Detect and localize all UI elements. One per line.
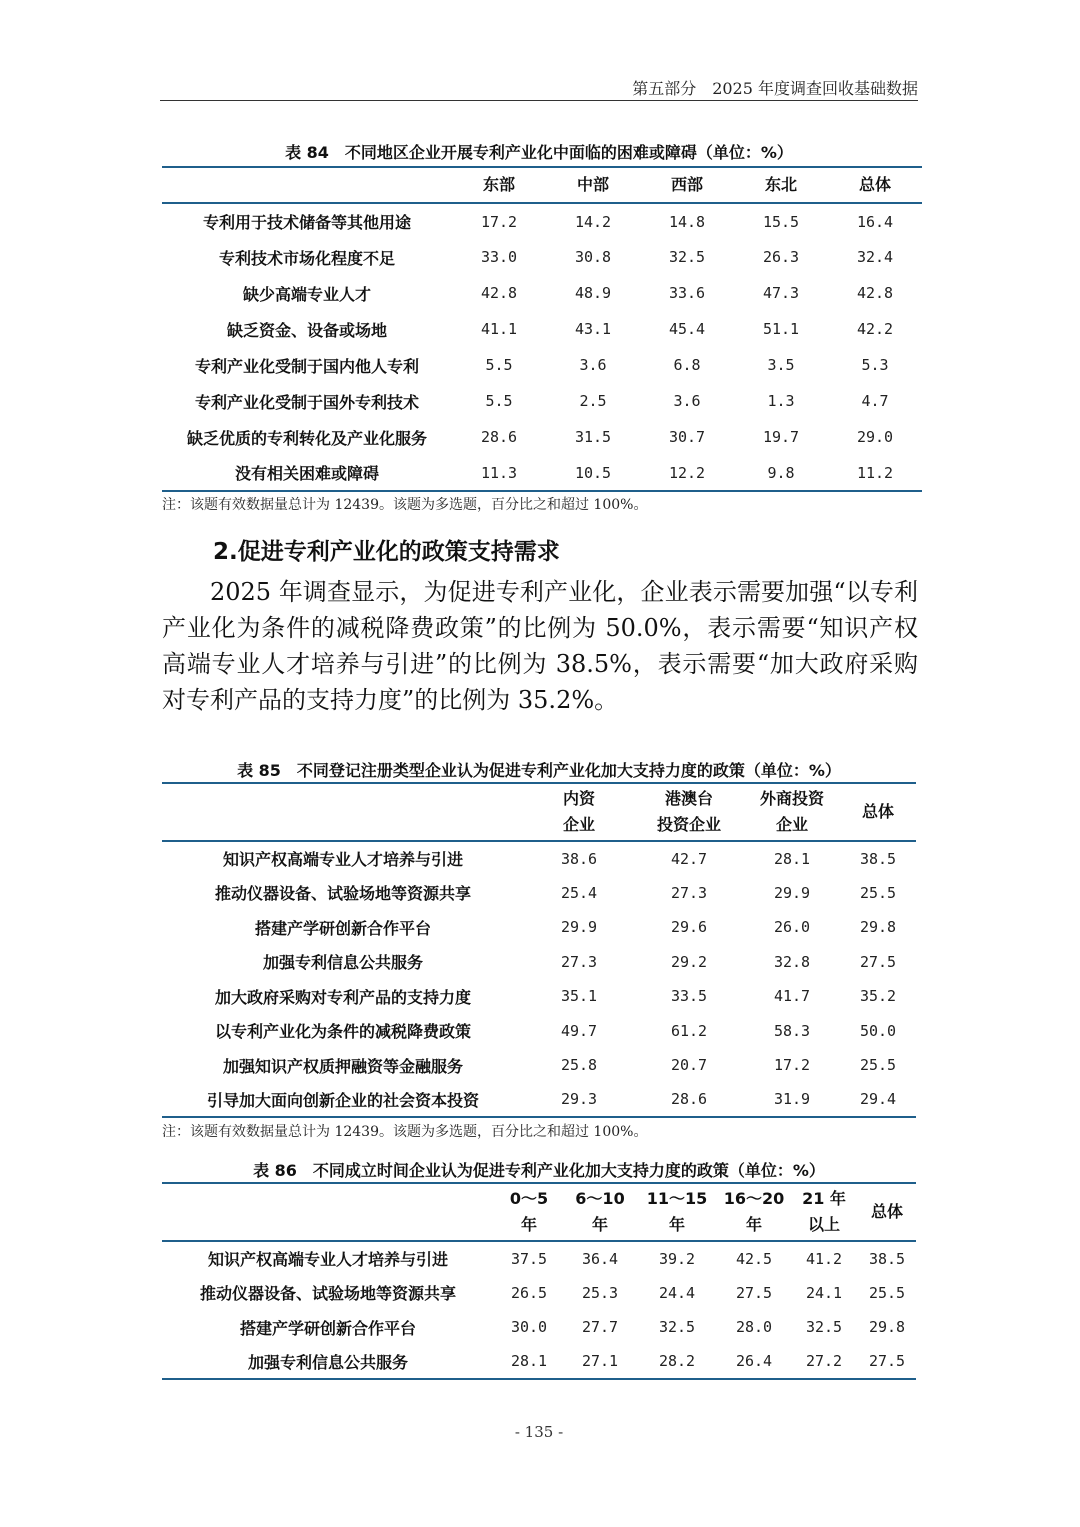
- table85-row: [162, 979, 916, 1014]
- value-cell: 27.3: [670, 883, 708, 902]
- table85-row: [162, 1014, 916, 1049]
- row-label: 专利用于技术储备等其他用途: [202, 213, 411, 232]
- row-label: 以专利产业化为条件的减税降费政策: [214, 1022, 471, 1042]
- table84-row: [162, 239, 922, 275]
- value-cell: 28.1: [494, 1345, 564, 1380]
- table86-row: [162, 1310, 916, 1345]
- value-cell: 25.5: [859, 1056, 897, 1075]
- value-cell: 30.7: [668, 428, 706, 446]
- value-cell: 61.2: [670, 1021, 708, 1040]
- table84-note: 注：该题有效数据量总计为 12439。该题为多选题，百分比之和超过 100%。: [162, 497, 648, 513]
- value-cell: 25.5: [868, 1283, 906, 1302]
- value-cell: 10.5: [546, 455, 640, 491]
- value-cell: 5.3: [861, 356, 889, 374]
- row-label: 缺乏优质的专利转化及产业化服务: [186, 428, 427, 448]
- table85-header-blank: [162, 783, 524, 841]
- row-label: 推动仪器设备、试验场地等资源共享: [199, 1284, 456, 1304]
- header-rule: [160, 100, 918, 101]
- value-cell: 26.4: [718, 1345, 790, 1380]
- value-cell: 11.2: [828, 455, 922, 491]
- table85-col-header: 总体: [840, 783, 916, 841]
- table84-row: [162, 455, 922, 491]
- value-cell: 32.8: [773, 952, 811, 971]
- table85-note: 注：该题有效数据量总计为 12439。该题为多选题，百分比之和超过 100%。: [162, 1124, 648, 1140]
- value-cell: 38.5: [868, 1249, 906, 1268]
- row-label: 加大政府采购对专利产品的支持力度: [214, 987, 471, 1007]
- value-cell: 27.5: [858, 1345, 916, 1380]
- value-cell: 48.9: [574, 284, 612, 302]
- value-cell: 28.0: [735, 1318, 773, 1337]
- value-cell: 27.3: [560, 952, 598, 971]
- table85-row: [162, 1048, 916, 1083]
- value-cell: 3.6: [579, 356, 607, 374]
- row-label: 加强专利信息公共服务: [262, 953, 423, 973]
- value-cell: 25.4: [560, 883, 598, 902]
- value-cell: 26.0: [773, 918, 811, 937]
- row-label: 引导加大面向创新企业的社会资本投资: [162, 1083, 524, 1118]
- value-cell: 16.4: [856, 212, 894, 231]
- row-label: 知识产权高端专业人才培养与引进: [207, 1250, 448, 1270]
- table85-caption: 表 85 不同登记注册类型企业认为促进专利产业化加大支持力度的政策（单位：%）: [237, 761, 841, 780]
- value-cell: 28.1: [773, 849, 811, 868]
- value-cell: 42.8: [480, 284, 518, 302]
- value-cell: 27.5: [735, 1283, 773, 1302]
- table84-col-header: 东北: [734, 167, 828, 203]
- table86-row: [162, 1276, 916, 1311]
- value-cell: 38.5: [859, 849, 897, 868]
- value-cell: 24.1: [805, 1283, 843, 1302]
- value-cell: 35.2: [859, 987, 897, 1006]
- value-cell: 29.6: [670, 918, 708, 937]
- value-cell: 38.6: [560, 849, 598, 868]
- table84-col-header: 中部: [546, 167, 640, 203]
- value-cell: 27.7: [581, 1318, 619, 1337]
- value-cell: 12.2: [640, 455, 734, 491]
- value-cell: 25.8: [560, 1056, 598, 1075]
- table84-row: [162, 347, 922, 383]
- value-cell: 31.5: [574, 428, 612, 446]
- table85-row: [162, 841, 916, 876]
- value-cell: 50.0: [859, 1021, 897, 1040]
- value-cell: 58.3: [773, 1021, 811, 1040]
- value-cell: 26.5: [510, 1283, 548, 1302]
- value-cell: 45.4: [668, 320, 706, 338]
- table84-caption: 表 84 不同地区企业开展专利产业化中面临的困难或障碍（单位：%）: [285, 143, 793, 162]
- section-title: 2.促进专利产业化的政策支持需求: [213, 539, 560, 565]
- table84-col-header: 东部: [452, 167, 546, 203]
- value-cell: 29.9: [773, 883, 811, 902]
- row-label: 加强专利信息公共服务: [162, 1345, 494, 1380]
- value-cell: 25.3: [581, 1283, 619, 1302]
- row-label: 搭建产学研创新合作平台: [254, 918, 431, 938]
- value-cell: 29.9: [560, 918, 598, 937]
- page-number: - 135 -: [514, 1423, 564, 1441]
- table84-col-header: 西部: [640, 167, 734, 203]
- value-cell: 37.5: [510, 1249, 548, 1268]
- value-cell: 19.7: [762, 428, 800, 446]
- value-cell: 20.7: [670, 1056, 708, 1075]
- value-cell: 30.0: [510, 1318, 548, 1337]
- table84: [162, 166, 922, 492]
- table85-row: [162, 945, 916, 980]
- value-cell: 32.5: [658, 1318, 696, 1337]
- table84-row: [162, 311, 922, 347]
- table86-col-header: 0～5 年: [494, 1183, 564, 1241]
- table85-col-header: 内资 企业: [524, 783, 634, 841]
- table85: [162, 782, 916, 1118]
- table86-row: [162, 1241, 916, 1276]
- table84-header-blank: [162, 167, 452, 203]
- row-label: 没有相关困难或障碍: [162, 455, 452, 491]
- value-cell: 29.2: [670, 952, 708, 971]
- running-header: 第五部分 2025 年度调查回收基础数据: [632, 79, 918, 98]
- value-cell: 41.2: [805, 1249, 843, 1268]
- value-cell: 42.5: [735, 1249, 773, 1268]
- value-cell: 27.1: [564, 1345, 636, 1380]
- value-cell: 29.4: [840, 1083, 916, 1118]
- table86-col-header: 11～15 年: [636, 1183, 718, 1241]
- value-cell: 27.5: [859, 952, 897, 971]
- value-cell: 25.5: [859, 883, 897, 902]
- body-paragraph: 2025 年调查显示，为促进专利产业化，企业表示需要加强“以专利产业化为条件的减税降费政策”的比例为 50.0%，表示需要“知识产权高端专业人才培养与引进”的比例为 38.5%，表示需要“加大政府采购对专利产品的支持力度”的比例为 35.2%。: [162, 578, 918, 714]
- value-cell: 28.2: [636, 1345, 718, 1380]
- value-cell: 1.3: [767, 392, 795, 410]
- table85-row: [162, 910, 916, 945]
- table84-col-header: 总体: [828, 167, 922, 203]
- table85-row: [162, 876, 916, 911]
- value-cell: 4.7: [861, 392, 889, 410]
- table86-col-header: 总体: [858, 1183, 916, 1241]
- value-cell: 30.8: [574, 248, 612, 266]
- table85-row: [162, 1083, 916, 1118]
- value-cell: 32.5: [668, 248, 706, 266]
- table86: [162, 1182, 916, 1380]
- table86-header-blank: [162, 1183, 494, 1241]
- row-label: 推动仪器设备、试验场地等资源共享: [214, 884, 471, 904]
- table84-row: [162, 275, 922, 311]
- value-cell: 36.4: [581, 1249, 619, 1268]
- table84-row: [162, 203, 922, 239]
- value-cell: 35.1: [560, 987, 598, 1006]
- value-cell: 14.2: [574, 212, 612, 231]
- value-cell: 3.6: [673, 392, 701, 410]
- value-cell: 31.9: [744, 1083, 840, 1118]
- value-cell: 9.8: [734, 455, 828, 491]
- value-cell: 43.1: [574, 320, 612, 338]
- value-cell: 42.7: [670, 849, 708, 868]
- value-cell: 24.4: [658, 1283, 696, 1302]
- table86-caption: 表 86 不同成立时间企业认为促进专利产业化加大支持力度的政策（单位：%）: [253, 1161, 825, 1180]
- value-cell: 39.2: [658, 1249, 696, 1268]
- row-label: 专利产业化受制于国外专利技术: [194, 392, 419, 412]
- value-cell: 29.8: [868, 1318, 906, 1337]
- value-cell: 29.0: [856, 428, 894, 446]
- table84-row: [162, 383, 922, 419]
- value-cell: 17.2: [480, 212, 518, 231]
- row-label: 搭建产学研创新合作平台: [239, 1318, 416, 1338]
- row-label: 专利产业化受制于国内他人专利: [194, 356, 419, 376]
- table86-row: [162, 1345, 916, 1380]
- value-cell: 2.5: [579, 392, 607, 410]
- table85-col-header: 港澳台 投资企业: [634, 783, 744, 841]
- value-cell: 47.3: [762, 284, 800, 302]
- value-cell: 42.8: [856, 284, 894, 302]
- value-cell: 29.3: [524, 1083, 634, 1118]
- value-cell: 33.6: [668, 284, 706, 302]
- value-cell: 17.2: [773, 1056, 811, 1075]
- value-cell: 28.6: [480, 428, 518, 446]
- row-label: 知识产权高端专业人才培养与引进: [222, 850, 463, 870]
- value-cell: 14.8: [668, 212, 706, 231]
- value-cell: 15.5: [762, 212, 800, 231]
- table84-row: [162, 419, 922, 455]
- value-cell: 28.6: [634, 1083, 744, 1118]
- row-label: 缺少高端专业人才: [242, 284, 371, 304]
- table86-col-header: 21 年 以上: [790, 1183, 858, 1241]
- value-cell: 11.3: [452, 455, 546, 491]
- table86-col-header: 6～10 年: [564, 1183, 636, 1241]
- row-label: 加强知识产权质押融资等金融服务: [222, 1056, 463, 1076]
- value-cell: 3.5: [767, 356, 795, 374]
- value-cell: 32.4: [856, 248, 894, 266]
- value-cell: 41.7: [773, 987, 811, 1006]
- table86-col-header: 16～20 年: [718, 1183, 790, 1241]
- value-cell: 49.7: [560, 1021, 598, 1040]
- value-cell: 5.5: [485, 356, 513, 374]
- value-cell: 5.5: [485, 392, 513, 410]
- value-cell: 41.1: [480, 320, 518, 338]
- table85-col-header: 外商投资 企业: [744, 783, 840, 841]
- row-label: 缺乏资金、设备或场地: [226, 320, 387, 340]
- value-cell: 51.1: [762, 320, 800, 338]
- row-label: 专利技术市场化程度不足: [218, 248, 395, 268]
- value-cell: 32.5: [805, 1318, 843, 1337]
- value-cell: 6.8: [673, 356, 701, 374]
- value-cell: 33.0: [480, 248, 518, 266]
- value-cell: 29.8: [859, 918, 897, 937]
- value-cell: 26.3: [762, 248, 800, 266]
- value-cell: 33.5: [670, 987, 708, 1006]
- value-cell: 27.2: [790, 1345, 858, 1380]
- value-cell: 42.2: [856, 320, 894, 338]
